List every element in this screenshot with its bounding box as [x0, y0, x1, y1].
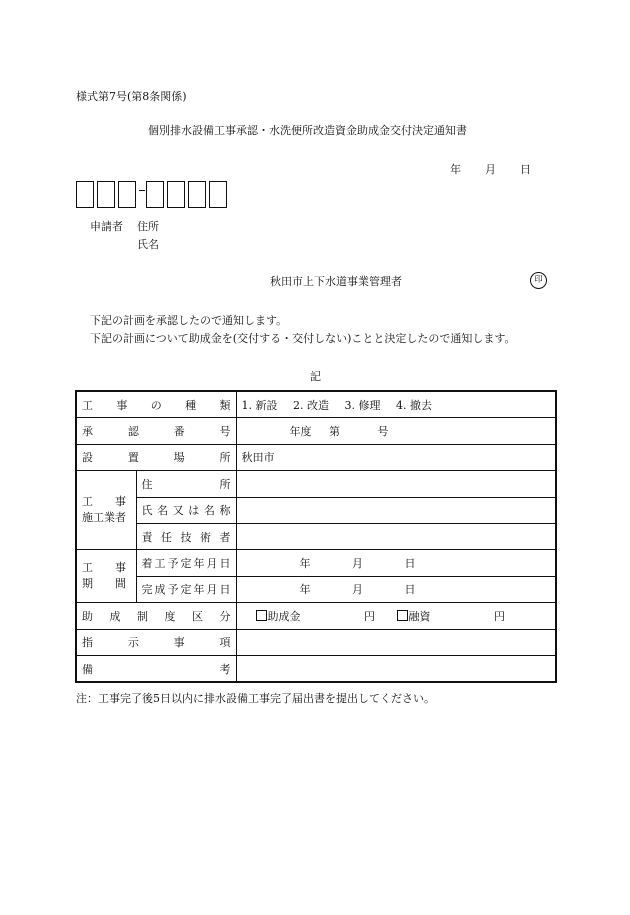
table-row — [76, 391, 556, 418]
table-row — [76, 497, 556, 523]
chief-engineer-label: 責 任 技 術 者 — [136, 523, 236, 549]
address-label: 住所 — [137, 220, 159, 233]
document-title: 個別排水設備工事承認・水洗便所改造資金助成金交付決定通知書 — [148, 124, 467, 137]
form-number: 様式第7号(第8条関係) — [76, 90, 187, 103]
instructions-label: 指 示 事 項 — [76, 629, 236, 655]
subsidy-loan-checkbox[interactable]: 融資 — [397, 610, 431, 623]
applicant-label: 申請者 — [90, 220, 123, 233]
contractor-name-label: 氏 名 又 は 名 称 — [136, 497, 236, 523]
chief-engineer-field[interactable] — [236, 523, 556, 549]
table-row — [76, 629, 556, 655]
ki-heading: 記 — [310, 370, 321, 383]
name-label: 氏名 — [137, 238, 159, 251]
contractor-name-field[interactable] — [236, 497, 556, 523]
table-row — [76, 418, 556, 444]
postal-digit-box[interactable] — [209, 181, 227, 208]
end-date-label: 完 成 予 定 年 月 日 — [136, 576, 236, 602]
body-line-decision: 下記の計画について助成金を(交付する・交付しない)ことと決定したので通知します。 — [90, 332, 516, 345]
postal-digit-box[interactable] — [118, 181, 136, 208]
start-date-field[interactable]: 年 月 日 — [236, 550, 556, 576]
location-label: 設 置 場 所 — [76, 444, 236, 470]
issuer: 秋田市上下水道事業管理者 — [270, 275, 402, 288]
contractor-address-label: 住 所 — [136, 471, 236, 497]
table-row — [76, 655, 556, 682]
year-label: 年 — [450, 163, 461, 176]
body-line-approve: 下記の計画を承認したので通知します。 — [90, 314, 288, 327]
postal-digit-box[interactable] — [188, 181, 206, 208]
table-row — [76, 603, 556, 629]
approval-number-field[interactable]: 年度 第 号 — [236, 418, 556, 444]
contractor-label: 工 事 施工業者 — [76, 471, 136, 550]
table-row — [76, 444, 556, 470]
work-type-new[interactable]: 1. 新設 — [241, 398, 278, 412]
day-label: 日 — [520, 163, 531, 176]
table-row — [76, 550, 556, 576]
postal-dash — [139, 190, 145, 191]
remarks-field[interactable] — [236, 655, 556, 682]
approval-number-label: 承 認 番 号 — [76, 418, 236, 444]
work-type-repair[interactable]: 3. 修理 — [344, 398, 381, 412]
seal-mark: 印 — [530, 272, 547, 289]
work-type-label: 工 事 の 種 類 — [76, 391, 236, 418]
month-label: 月 — [485, 163, 496, 176]
subsidy-label: 助 成 制 度 区 分 — [76, 603, 236, 629]
postal-digit-box[interactable] — [167, 181, 185, 208]
postal-digit-box[interactable] — [146, 181, 164, 208]
location-field[interactable]: 秋田市 — [236, 444, 556, 470]
end-date-field[interactable]: 年 月 日 — [236, 576, 556, 602]
subsidy-options[interactable]: 助成金 円 融資 円 — [236, 603, 556, 629]
work-type-options[interactable] — [236, 391, 556, 418]
work-type-remove[interactable]: 4. 撤去 — [396, 398, 432, 412]
period-label: 工 事 期 間 — [76, 550, 136, 603]
remarks-label: 備 考 — [76, 655, 236, 682]
details-table — [75, 390, 557, 683]
instructions-field[interactable] — [236, 629, 556, 655]
postal-digit-box[interactable] — [76, 181, 94, 208]
subsidy-grant-checkbox[interactable]: 助成金 — [256, 610, 301, 623]
table-row — [76, 576, 556, 602]
contractor-address-field[interactable] — [236, 471, 556, 497]
work-type-modify[interactable]: 2. 改造 — [293, 398, 329, 412]
table-row — [76, 523, 556, 549]
footnote: 注：工事完了後5日以内に排水設備工事完了届出書を提出してください。 — [76, 692, 435, 705]
postal-digit-box[interactable] — [97, 181, 115, 208]
start-date-label: 着 工 予 定 年 月 日 — [136, 550, 236, 576]
table-row — [76, 471, 556, 497]
